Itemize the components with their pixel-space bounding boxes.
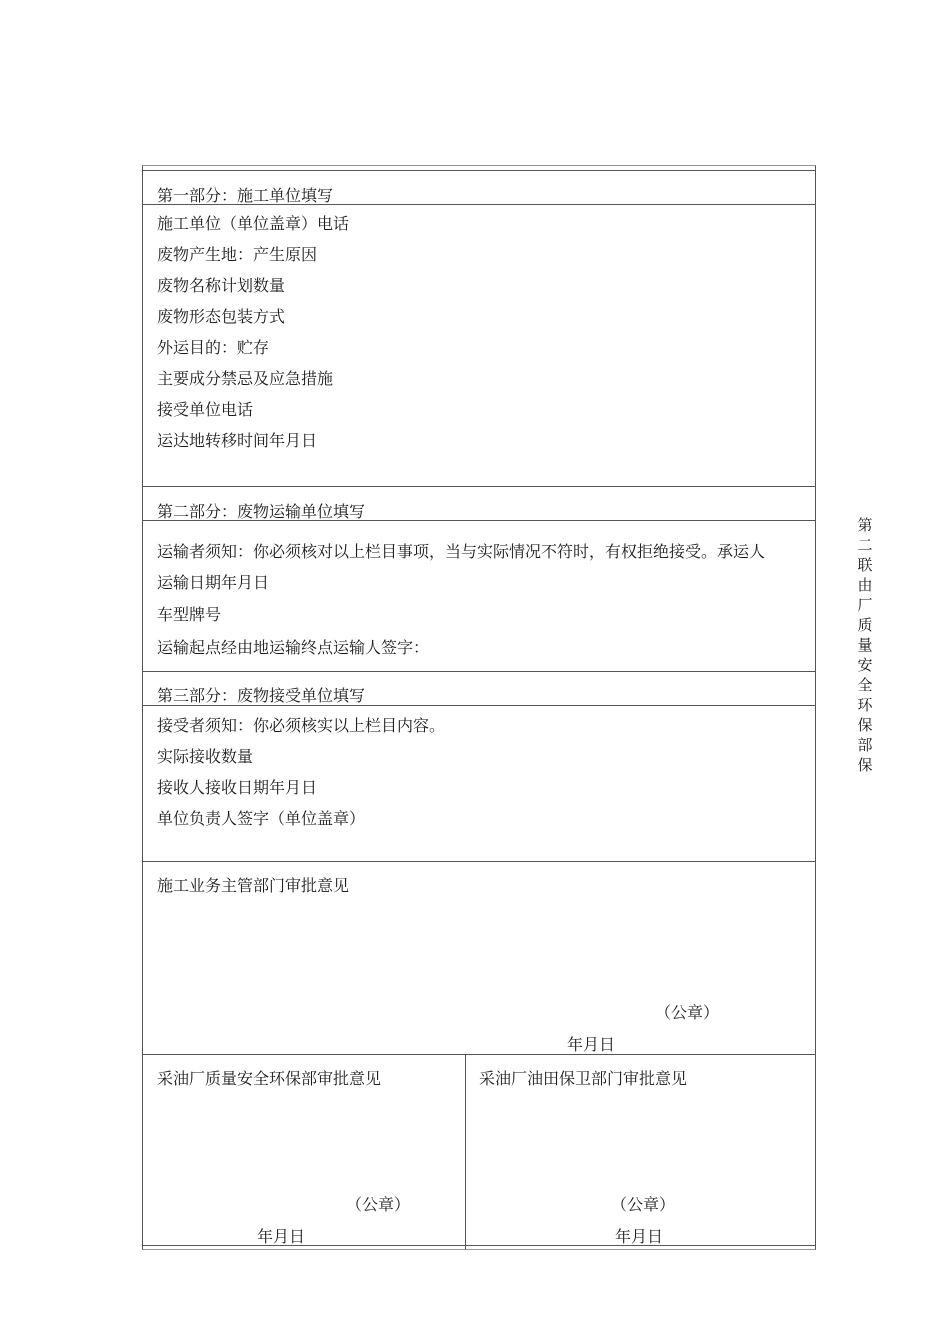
part1-line-purpose: 外运目的：贮存: [157, 338, 270, 357]
side-char: 质: [857, 616, 873, 634]
waste-transfer-form: [142, 165, 816, 1250]
side-char: 第: [857, 516, 873, 534]
approval-main-title: 施工业务主管部门审批意见: [157, 876, 350, 895]
bottom-inner-rule: [143, 1245, 815, 1246]
part3-line-notice: 接受者须知：你必须核实以上栏目内容。: [157, 716, 446, 735]
part2-line-date: 运输日期年月日: [157, 573, 270, 592]
approval-left-date: 年月日: [257, 1227, 306, 1246]
approval-right-seal: （公章）: [611, 1195, 676, 1214]
part1-line-receiver: 接受单位电话: [157, 400, 254, 419]
part3-header: 第三部分：废物接受单位填写: [157, 686, 366, 705]
side-char: 保: [857, 756, 873, 774]
approval-main-date: 年月日: [567, 1035, 616, 1054]
part1-header: 第一部分：施工单位填写: [157, 186, 334, 205]
approval-right-title: 采油厂油田保卫部门审批意见: [479, 1069, 688, 1088]
side-char: 全: [857, 676, 873, 694]
side-char: 部: [857, 736, 873, 754]
part2-line-vehicle: 车型牌号: [157, 605, 222, 624]
part1-line-unit: 施工单位（单位盖章）电话: [157, 214, 350, 233]
side-char: 联: [857, 556, 873, 574]
top-inner-rule: [143, 170, 815, 171]
part1-line-name: 废物名称计划数量: [157, 276, 286, 295]
part2-top-rule: [143, 486, 815, 487]
side-char: 环: [857, 696, 873, 714]
approval-column-divider: [465, 1054, 466, 1249]
side-char: 保: [857, 716, 873, 734]
side-char: 安: [857, 656, 873, 674]
part1-line-origin: 废物产生地：产生原因: [157, 245, 318, 264]
approval-bottom-split-rule: [143, 1054, 815, 1055]
side-char: 二: [857, 536, 873, 554]
part1-line-destination: 运达地转移时间年月日: [157, 431, 318, 450]
approval-main-seal: （公章）: [655, 1003, 720, 1022]
part1-line-components: 主要成分禁忌及应急措施: [157, 369, 334, 388]
side-char: 厂: [857, 596, 873, 614]
part3-top-rule: [143, 671, 815, 672]
approval-left-title: 采油厂质量安全环保部审批意见: [157, 1069, 382, 1088]
part1-line-form: 废物形态包装方式: [157, 307, 286, 326]
part2-line-notice: 运输者须知：你必须核对以上栏目事项，当与实际情况不符时，有权拒绝接受。承运人: [157, 542, 766, 561]
part2-line-route: 运输起点经由地运输终点运输人签字：: [157, 638, 430, 657]
part3-line-receipt: 接收人接收日期年月日: [157, 778, 318, 797]
part3-line-signature: 单位负责人签字（单位盖章）: [157, 809, 366, 828]
approval-left-seal: （公章）: [346, 1195, 411, 1214]
side-char: 量: [857, 636, 873, 654]
part2-header: 第二部分：废物运输单位填写: [157, 502, 366, 521]
copy-routing-note: [856, 515, 874, 775]
approval-top-rule: [143, 861, 815, 862]
approval-right-date: 年月日: [615, 1227, 664, 1246]
part3-line-quantity: 实际接收数量: [157, 747, 254, 766]
side-char: 由: [857, 576, 873, 594]
